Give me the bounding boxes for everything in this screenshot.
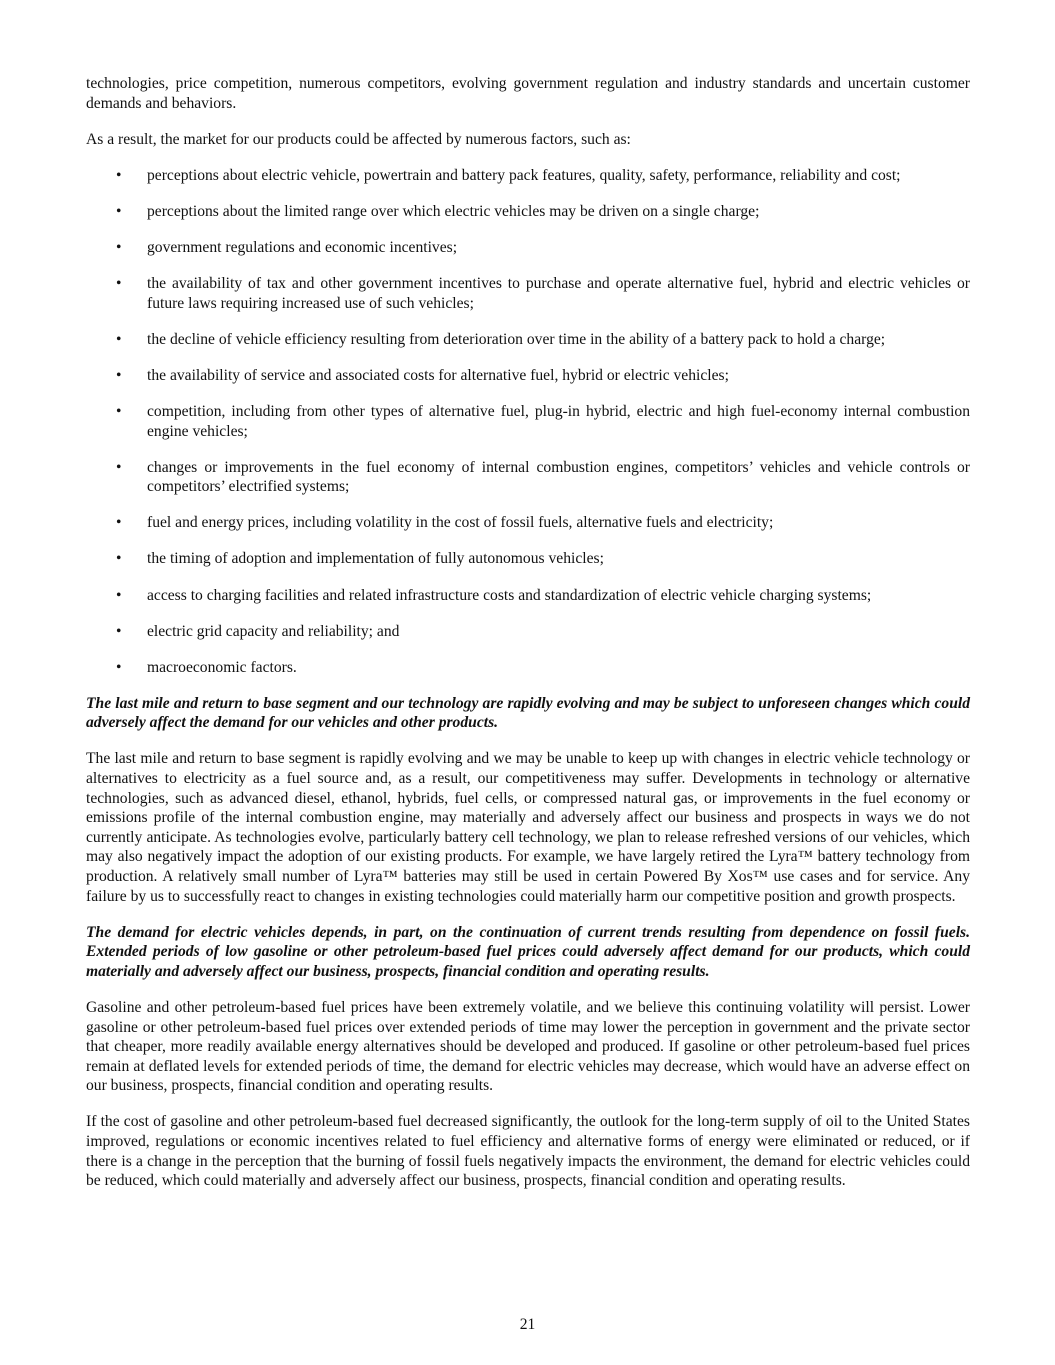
bullet-marker: • <box>116 275 122 293</box>
bullet-marker: • <box>116 402 122 420</box>
bullet-marker: • <box>116 458 122 476</box>
list-item-text: access to charging facilities and related infrastructure costs and standardization of electric vehicle charging systems; <box>147 586 872 604</box>
market-factors-intro: As a result, the market for our products could be affected by numerous factors, such as: <box>86 130 631 148</box>
list-item <box>86 402 970 441</box>
list-item-text: macroeconomic factors. <box>147 658 297 676</box>
list-item-text: government regulations and economic incentives; <box>147 238 458 256</box>
intro-continuation-paragraph: technologies, price competition, numerous competitors, evolving government regulation and industry standards and uncertain customer demands and behaviors. <box>86 75 970 112</box>
bullet-marker: • <box>116 330 122 348</box>
list-item-text: changes or improvements in the fuel economy of internal combustion engines, competitors’ vehicles and vehicle controls or competitors’ electrified systems; <box>147 458 970 496</box>
list-item <box>86 513 970 533</box>
list-item <box>86 274 970 313</box>
list-item-text: the decline of vehicle efficiency resulting from deterioration over time in the ability of a battery pack to hold a charge; <box>147 330 886 348</box>
document-page <box>86 74 970 1207</box>
section-paragraph: If the cost of gasoline and other petroleum-based fuel decreased significantly, the outlook for the long-term supply of oil to the United States improved, regulations or economic incentives related to fuel efficiency and alternative forms of energy were eliminated or reduced, or if there is a change in the perception that the burning of fossil fuels negatively impacts the environment, the demand for electric vehicles could be reduced, which could materially and adversely affect our business, prospects, financial condition and operating results. <box>86 1113 970 1190</box>
section-heading-fossil-fuel-demand: The demand for electric vehicles depends, in part, on the continuation of current trends resulting from dependence on fossil fuels. Extended periods of low gasoline or other petroleum-based fuel prices could adversely affect demand for our products, which could materially and adversely affect our business, prospects, financial condition and operating results. <box>86 923 970 980</box>
bullet-marker: • <box>116 622 122 640</box>
bullet-marker: • <box>116 550 122 568</box>
list-item <box>86 366 970 386</box>
section-paragraph: Gasoline and other petroleum-based fuel prices have been extremely volatile, and we believe this continuing volatility will persist. Lower gasoline or other petroleum-based fuel prices over extended periods of time may lower the perception in government and the private sector that cheaper, more readily available energy alternatives should be developed and produced. If gasoline or other petroleum-based fuel prices remain at deflated levels for extended periods of time, the demand for electric vehicles may decrease, which would have an adverse effect on our business, prospects, financial condition and operating results. <box>86 999 970 1095</box>
list-item <box>86 202 970 222</box>
list-item-text: fuel and energy prices, including volatility in the cost of fossil fuels, alternative fuels and electricity; <box>147 514 774 532</box>
list-item <box>86 166 970 186</box>
section-paragraph: The last mile and return to base segment is rapidly evolving and we may be unable to keep up with changes in electric vehicle technology or alternatives to electricity as a fuel source and, as a result, our competitiveness may suffer. Developments in technology or alternative technologies, such as advanced diesel, ethanol, hybrids, fuel cells, or compressed natural gas, or improvements in the fuel economy or emissions profile of the internal combustion engine, may materially and adversely affect our business and prospects in ways we do not currently anticipate. As technologies evolve, particularly battery cell technology, we plan to release refreshed versions of our vehicles, which may also negatively impact the adoption of our existing products. For example, we have largely retired the Lyra™ battery technology from production. A relatively small number of Lyra™ batteries may still be used in certain Powered By Xos™ use cases and for service. Any failure by us to successfully react to changes in existing technologies could materially harm our competitive position and growth prospects. <box>86 750 970 905</box>
list-item-text: the availability of tax and other government incentives to purchase and operate alternative fuel, hybrid and electric vehicles or future laws requiring increased use of such vehicles; <box>147 275 970 312</box>
list-item-text: the timing of adoption and implementation of fully autonomous vehicles; <box>147 550 604 568</box>
bullet-marker: • <box>116 366 122 384</box>
bullet-marker: • <box>116 586 122 604</box>
list-item-text: competition, including from other types of alternative fuel, plug-in hybrid, electric and high fuel-economy internal combustion engine vehicles; <box>147 402 970 440</box>
bullet-marker: • <box>116 238 122 256</box>
list-item <box>86 586 970 606</box>
page-number: 21 <box>519 1316 536 1333</box>
list-item-text: perceptions about the limited range over which electric vehicles may be driven on a single charge; <box>147 202 760 220</box>
section-heading-technology-evolving: The last mile and return to base segment and our technology are rapidly evolving and may be subject to unforeseen changes which could adversely affect the demand for our vehicles and other products. <box>86 694 970 732</box>
list-item <box>86 658 970 678</box>
list-item-text: the availability of service and associated costs for alternative fuel, hybrid or electric vehicles; <box>147 366 729 384</box>
bullet-marker: • <box>116 514 122 532</box>
bullet-marker: • <box>116 166 122 184</box>
list-item <box>86 330 970 350</box>
list-item <box>86 622 970 642</box>
list-item <box>86 238 970 258</box>
list-item-text: perceptions about electric vehicle, powertrain and battery pack features, quality, safety, performance, reliability and cost; <box>147 166 901 184</box>
list-item <box>86 549 970 569</box>
market-factors-list <box>86 166 970 678</box>
bullet-marker: • <box>116 658 122 676</box>
list-item <box>86 458 970 497</box>
list-item-text: electric grid capacity and reliability; and <box>147 622 400 640</box>
bullet-marker: • <box>116 202 122 220</box>
